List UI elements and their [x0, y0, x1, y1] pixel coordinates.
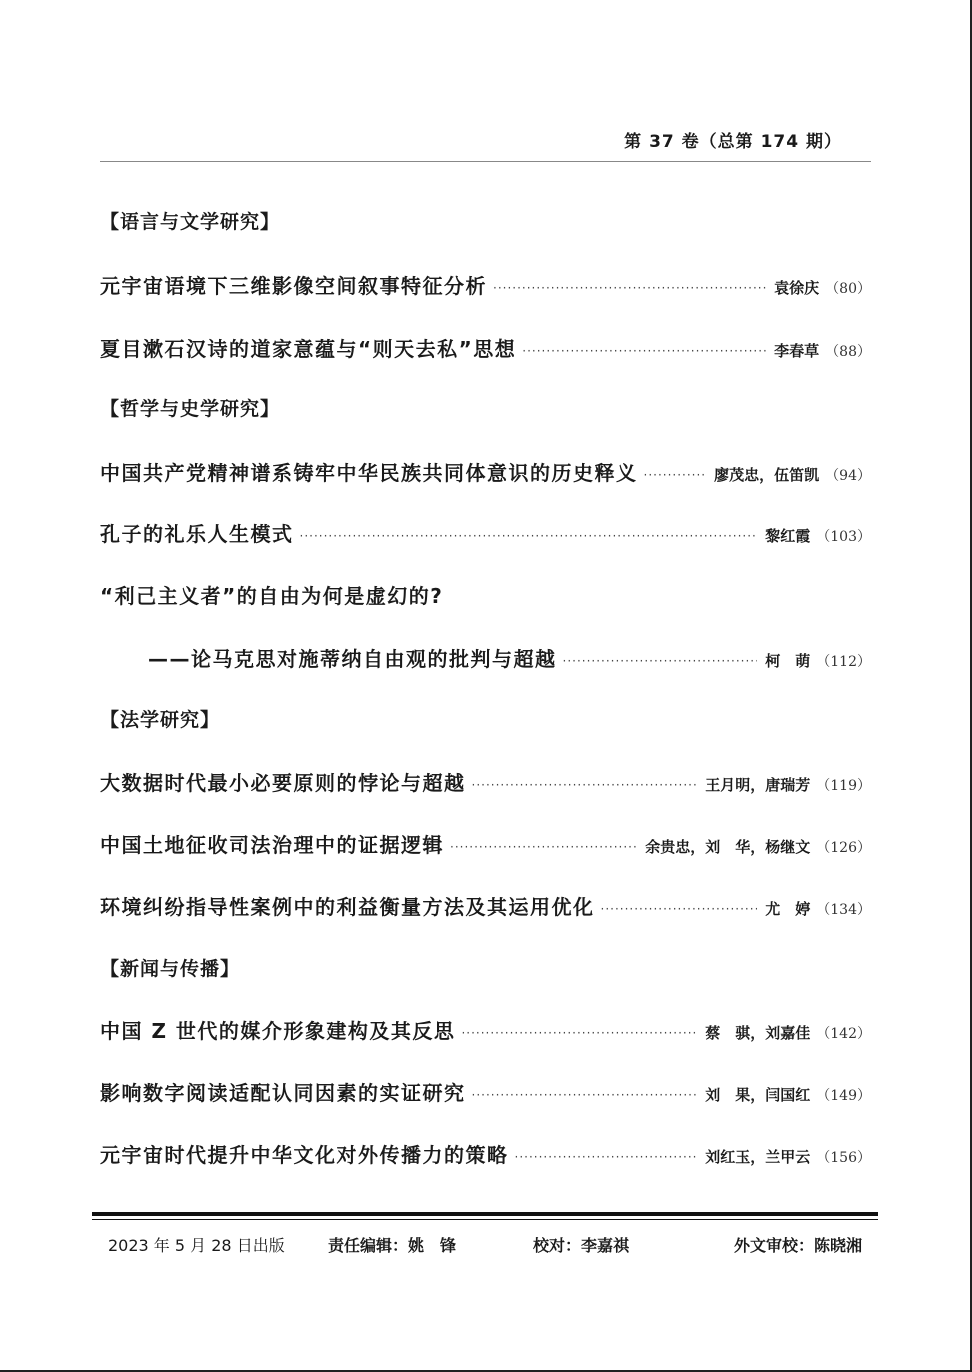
article-author: 柯 萌: [765, 652, 811, 670]
article-author: 蔡 骐，刘嘉佳: [705, 1024, 811, 1042]
article-author: 刘红玉，兰甲云: [705, 1148, 811, 1166]
section-heading-language-literature: 【语言与文学研究】: [100, 211, 281, 233]
proofreader: 校对：李嘉祺: [533, 1236, 630, 1255]
article-author: 李春草: [774, 342, 820, 360]
footer-divider: [92, 1212, 878, 1220]
leader-dots: [472, 778, 698, 792]
article-title: 元宇宙时代提升中华文化对外传播力的策略: [100, 1143, 509, 1167]
toc-entry[interactable]: [100, 333, 871, 362]
article-title: 影响数字阅读适配认同因素的实证研究: [100, 1081, 466, 1105]
article-title: 孔子的礼乐人生模式: [100, 522, 294, 546]
leader-dots: [450, 840, 637, 854]
toc-entry[interactable]: [100, 518, 871, 547]
article-page-number: （94）: [825, 468, 871, 484]
publication-date: 2023 年 5 月 28 日出版: [108, 1236, 285, 1255]
leader-dots: [300, 529, 758, 543]
section-heading-journalism: 【新闻与传播】: [100, 958, 241, 980]
leader-dots: [601, 902, 758, 916]
article-page-number: （149）: [816, 1088, 871, 1104]
leader-dots: [515, 1150, 698, 1164]
article-title: 中国土地征收司法治理中的证据逻辑: [100, 833, 444, 857]
leader-dots: [472, 1088, 698, 1102]
article-title: 中国 Z 世代的媒介形象建构及其反思: [100, 1019, 456, 1043]
article-page-number: （119）: [816, 778, 871, 794]
toc-entry[interactable]: [100, 767, 871, 796]
toc-entry[interactable]: [100, 891, 871, 920]
article-title: 元宇宙语境下三维影像空间叙事特征分析: [100, 274, 487, 298]
toc-entry[interactable]: [100, 829, 871, 858]
article-author: 黎红霞: [765, 527, 811, 545]
article-page-number: （142）: [816, 1026, 871, 1042]
leader-dots: [644, 468, 707, 482]
article-title: 大数据时代最小必要原则的悖论与超越: [100, 771, 466, 795]
article-page-number: （134）: [816, 902, 871, 918]
article-page-number: （112）: [816, 654, 871, 670]
article-author: 王月明，唐瑞芳: [705, 776, 811, 794]
article-subtitle: ——论马克思对施蒂纳自由观的批判与超越: [148, 647, 557, 671]
article-author: 袁徐庆: [774, 279, 820, 297]
toc-entry[interactable]: [100, 457, 871, 486]
article-page-number: （88）: [825, 344, 871, 360]
foreign-language-proofreader: 外文审校：陈晓湘: [733, 1236, 862, 1255]
section-heading-philosophy-history: 【哲学与史学研究】: [100, 398, 281, 420]
toc-entry[interactable]: [100, 1139, 871, 1168]
article-title: 夏目漱石汉诗的道家意蕴与“则天去私”思想: [100, 337, 517, 361]
article-author: 刘 果，闫国红: [705, 1086, 811, 1104]
article-title: 中国共产党精神谱系铸牢中华民族共同体意识的历史释义: [100, 461, 638, 485]
article-title[interactable]: “利己主义者”的自由为何是虚幻的?: [100, 584, 444, 608]
header-divider: [100, 161, 871, 162]
article-author: 尤 婷: [765, 900, 811, 918]
leader-dots: [493, 281, 766, 295]
article-page-number: （126）: [816, 840, 871, 856]
article-title: 环境纠纷指导性案例中的利益衡量方法及其运用优化: [100, 895, 595, 919]
toc-entry[interactable]: [100, 1015, 871, 1044]
article-author: 廖茂忠，伍笛凯: [714, 466, 820, 484]
article-page-number: （156）: [816, 1150, 871, 1166]
leader-dots: [522, 344, 766, 358]
leader-dots: [563, 654, 758, 668]
leader-dots: [461, 1026, 697, 1040]
section-heading-law: 【法学研究】: [100, 709, 221, 731]
article-page-number: （80）: [825, 281, 871, 297]
toc-entry[interactable]: [100, 270, 871, 299]
volume-issue-label: 第 37 卷（总第 174 期）: [624, 132, 842, 152]
article-page-number: （103）: [816, 529, 871, 545]
article-author: 余贵忠，刘 华，杨继文: [645, 838, 811, 856]
responsible-editor: 责任编辑：姚 锋: [328, 1236, 457, 1255]
toc-entry[interactable]: [100, 1077, 871, 1106]
toc-entry-subtitle[interactable]: [148, 643, 871, 672]
